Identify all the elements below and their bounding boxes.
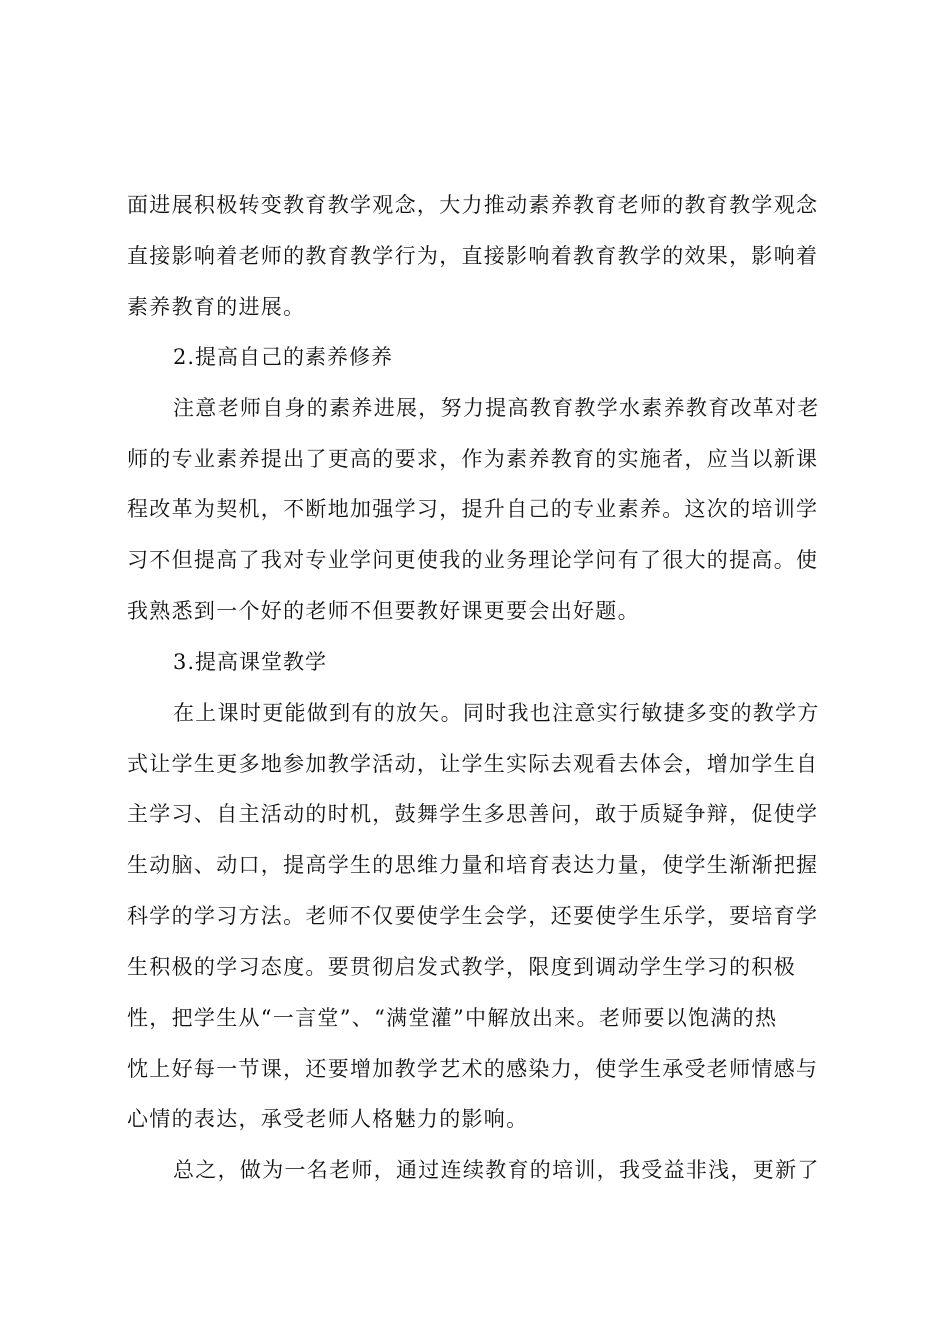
body-text-line: 科学的学习方法。老师不仅要使学生会学，还要使学生乐学，要培育学 — [127, 904, 819, 928]
section-heading: 3.提高课堂教学 — [173, 650, 328, 674]
body-text-line: 程改革为契机，不断地加强学习，提升自己的专业素养。这次的培训学 — [127, 497, 819, 521]
paragraph-first-line: 注意老师自身的素养进展，努力提高教育教学水素养教育改革对老 — [173, 396, 820, 420]
body-text-line: 忱上好每一节课，还要增加教学艺术的感染力，使学生承受老师情感与 — [127, 1057, 819, 1081]
body-text-line: 性，把学生从“一言堂”、“满堂灌”中解放出来。老师要以饱满的热 — [127, 1006, 778, 1030]
body-text-line: 素养教育的进展。 — [127, 295, 306, 319]
body-text-line: 我熟悉到一个好的老师不但要教好课更要会出好题。 — [127, 599, 640, 623]
body-text-line: 生动脑、动口，提高学生的思维力量和培育表达力量，使学生渐渐把握 — [127, 853, 819, 877]
body-text-line: 主学习、自主活动的时机，鼓舞学生多思善问，敢于质疑争辩，促使学 — [127, 802, 819, 826]
body-text-line: 心情的表达，承受老师人格魅力的影响。 — [127, 1107, 529, 1131]
body-text-line: 习不但提高了我对专业学问更使我的业务理论学问有了很大的提高。使 — [127, 548, 819, 572]
body-text-line: 师的专业素养提出了更高的要求，作为素养教育的实施者，应当以新课 — [127, 447, 819, 471]
body-text-line: 面进展积极转变教育教学观念，大力推动素养教育老师的教育教学观念 — [127, 193, 819, 217]
section-heading: 2.提高自己的素养修养 — [173, 345, 394, 369]
body-text-line: 式让学生更多地参加教学活动，让学生实际去观看去体会，增加学生自 — [127, 752, 819, 776]
body-text-line: 直接影响着老师的教育教学行为，直接影响着教育教学的效果，影响着 — [127, 244, 819, 268]
paragraph-first-line: 总之，做为一名老师，通过连续教育的培训，我受益非浅，更新了 — [173, 1158, 820, 1182]
paragraph-first-line: 在上课时更能做到有的放矢。同时我也注意实行敏捷多变的教学方 — [173, 701, 820, 725]
body-text-line: 生积极的学习态度。要贯彻启发式教学，限度到调动学生学习的积极 — [127, 955, 796, 979]
